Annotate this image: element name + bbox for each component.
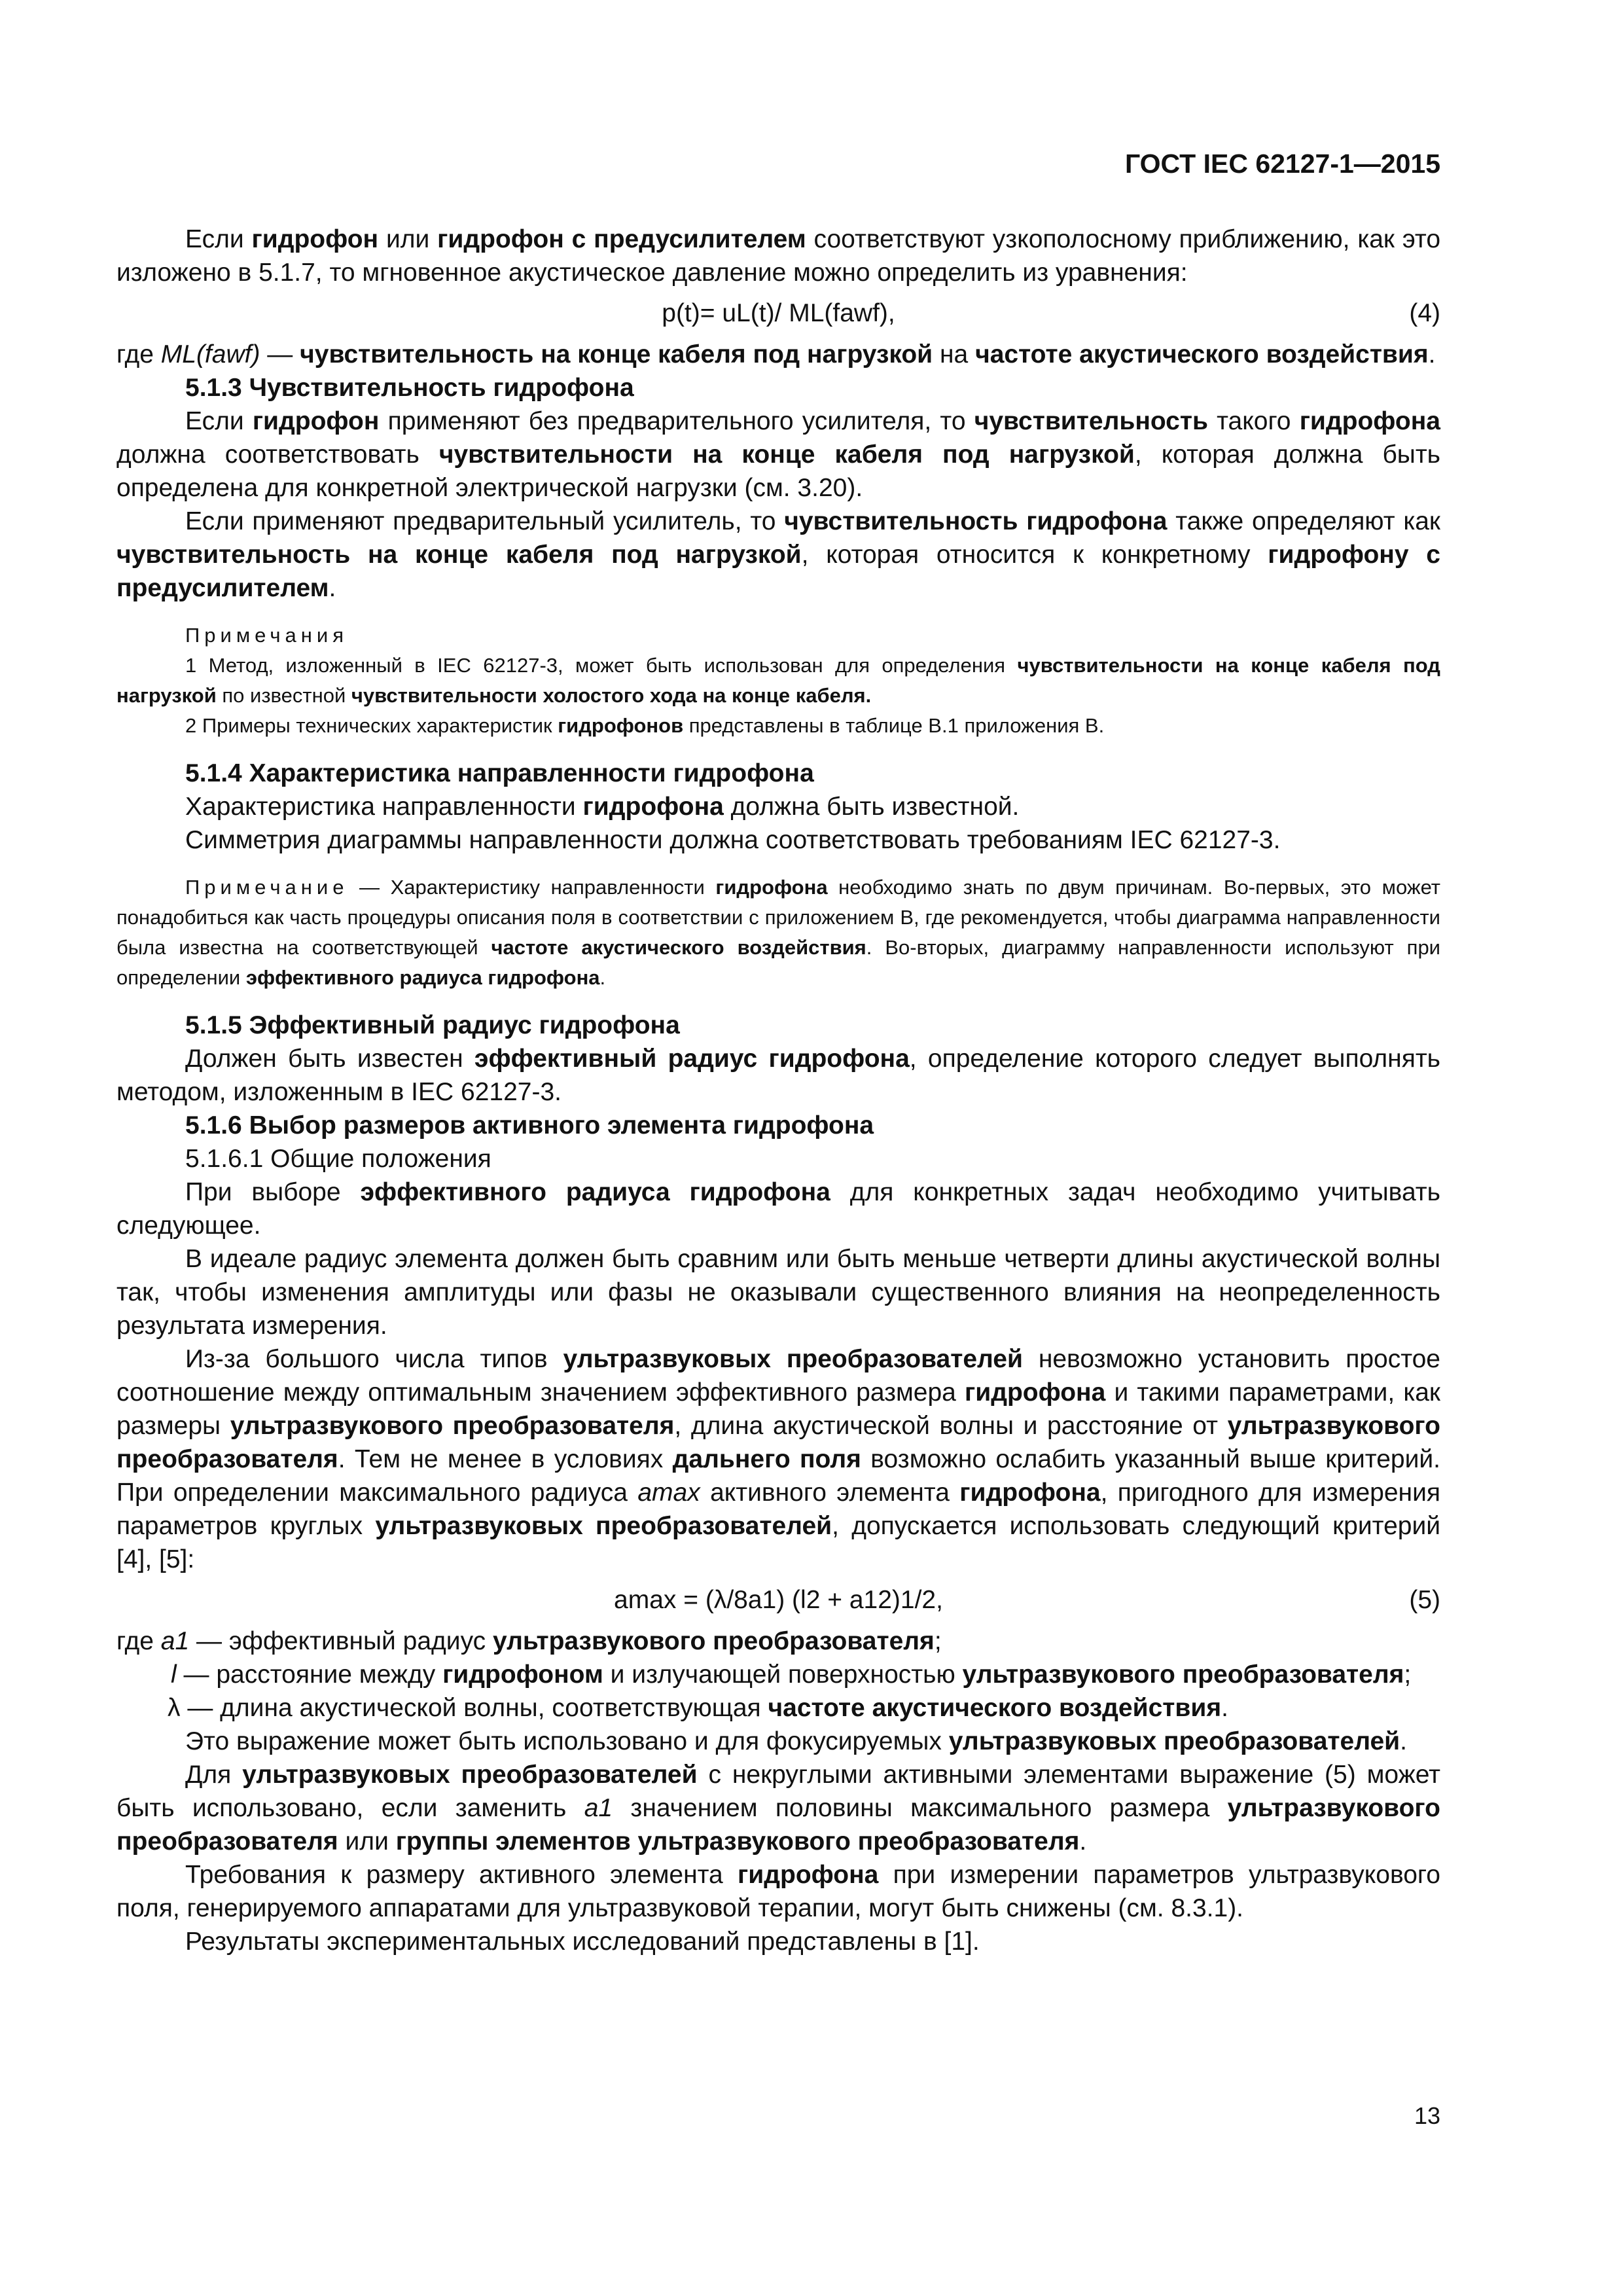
equation-4 <box>116 289 1440 338</box>
section-5-1-5-paragraph: Должен быть известен эффективный радиус гидрофона, определение которого следует выполнять методом, изложенным в IEC 62127-3. <box>116 1045 1441 1106</box>
equation-5-formula: amax = (λ/8a1) (l2 + a12)1/2, <box>614 1586 943 1614</box>
standard-header: ГОСТ IEC 62127-1—2015 <box>1124 149 1440 179</box>
definition-lambda: λ — длина акустической волны, соответствующая частоте акустического воздействия. <box>168 1694 1228 1722</box>
equation-4-definition: где ML(fawf) — чувствительность на конце кабеля под нагрузкой на частоте акустического воздействия. <box>116 340 1436 368</box>
note-1: 1 Метод, изложенный в IEC 62127-3, может быть использован для определения чувствительности на конце кабеля под нагрузкой по известной чувствительности холостого хода на конце кабеля. <box>116 654 1440 707</box>
section-5-1-6-1-heading: 5.1.6.1 Общие положения <box>185 1145 491 1173</box>
equation-5-definitions <box>116 1624 1440 1725</box>
definition-a1: где a1 — эффективный радиус ультразвукового преобразователя; <box>116 1627 942 1655</box>
equation-5 <box>116 1576 1440 1624</box>
section-5-1-3-paragraph-1: Если гидрофон применяют без предварительного усилителя, то чувствительность такого гидрофона должна соответствовать чувствительности на конце кабеля под нагрузкой, которая должна быть определена для конкретной электрической нагрузки (см. 3.20). <box>116 407 1440 502</box>
section-5-1-5-heading: 5.1.5 Эффективный радиус гидрофона <box>185 1011 680 1039</box>
section-5-1-3-paragraph-2: Если применяют предварительный усилитель, то чувствительность гидрофона также определяют как чувствительность на конце кабеля под нагрузкой, которая относится к конкретному гидрофону с предусилителем. <box>116 507 1440 602</box>
section-5-1-4-heading: 5.1.4 Характеристика направленности гидрофона <box>185 759 814 787</box>
section-5-1-6-paragraph-3: Из-за большого числа типов ультразвуковых преобразователей невозможно установить простое соотношение между оптимальным значением эффективного размера гидрофона и такими параметрами, как размеры ультразвукового преобразователя, длина акустической волны и расстояние от ультразвукового преобразователя. Тем не менее в условиях дальнего поля возможно ослабить указанный выше критерий. При определении максимального радиуса amax активного элемента гидрофона, пригодного для измерения параметров круглых ультразвуковых преобразователей, допускается использовать следующий критерий [4], [5]: <box>116 1345 1441 1573</box>
section-5-1-3-heading: 5.1.3 Чувствительность гидрофона <box>185 374 634 402</box>
section-5-1-4-paragraph-1: Характеристика направленности гидрофона должна быть известной. <box>185 793 1020 821</box>
equation-4-number: (4) <box>1409 299 1440 327</box>
notes-title: Примечания <box>185 624 348 647</box>
equation-5-number: (5) <box>1409 1586 1440 1614</box>
section-5-1-6-paragraph-2: В идеале радиус элемента должен быть сравним или быть меньше четверти длины акустической волны так, чтобы изменения амплитуды или фазы не оказывали существенного влияния на неопределенность результата измерения. <box>116 1245 1440 1340</box>
section-5-1-4-paragraph-2: Симметрия диаграммы направленности должна соответствовать требованиям IEC 62127-3. <box>185 826 1281 854</box>
section-5-1-6-heading: 5.1.6 Выбор размеров активного элемента гидрофона <box>185 1111 874 1139</box>
closing-paragraph-1: Это выражение может быть использовано и для фокусируемых ультразвуковых преобразователей. <box>185 1727 1407 1755</box>
note-2: 2 Примеры технических характеристик гидрофонов представлены в таблице В.1 приложения В. <box>185 714 1105 737</box>
closing-paragraph-4: Результаты экспериментальных исследований представлены в [1]. <box>185 1928 980 1956</box>
intro-paragraph: Если гидрофон или гидрофон с предусилителем соответствуют узкополосному приближению, как это изложено в 5.1.7, то мгновенное акустическое давление можно определить из уравнения: <box>116 225 1441 287</box>
equation-4-formula: p(t)= uL(t)/ ML(fawf), <box>662 299 895 327</box>
closing-paragraph-2: Для ультразвуковых преобразователей с некруглыми активными элементами выражение (5) может быть использовано, если заменить a1 значением половины максимального размера ультразвукового преобразователя или группы элементов ультразвукового преобразователя. <box>116 1761 1441 1856</box>
page-content <box>116 141 1440 1958</box>
definition-l: l — расстояние между гидрофоном и излучающей поверхностью ультразвукового преобразователя; <box>171 1660 1412 1689</box>
section-5-1-4-note: Примечание — Характеристику направленности гидрофона необходимо знать по двум причинам. Во-первых, это может понадобиться как часть процедуры описания поля в соответствии с приложением В, где рекомендуется, чтобы диаграмма направленности была известна на соответствующей частоте акустического воздействия. Во-вторых, диаграмму направленности используют при определении эффективного радиуса гидрофона. <box>116 876 1440 989</box>
closing-paragraph-3: Требования к размеру активного элемента гидрофона при измерении параметров ультразвукового поля, генерируемого аппаратами для ультразвуковой терапии, могут быть снижены (см. 8.3.1). <box>116 1861 1440 1922</box>
page-number: 13 <box>1414 2102 1440 2129</box>
section-5-1-6-paragraph-1: При выборе эффективного радиуса гидрофона для конкретных задач необходимо учитывать следующее. <box>116 1178 1440 1240</box>
